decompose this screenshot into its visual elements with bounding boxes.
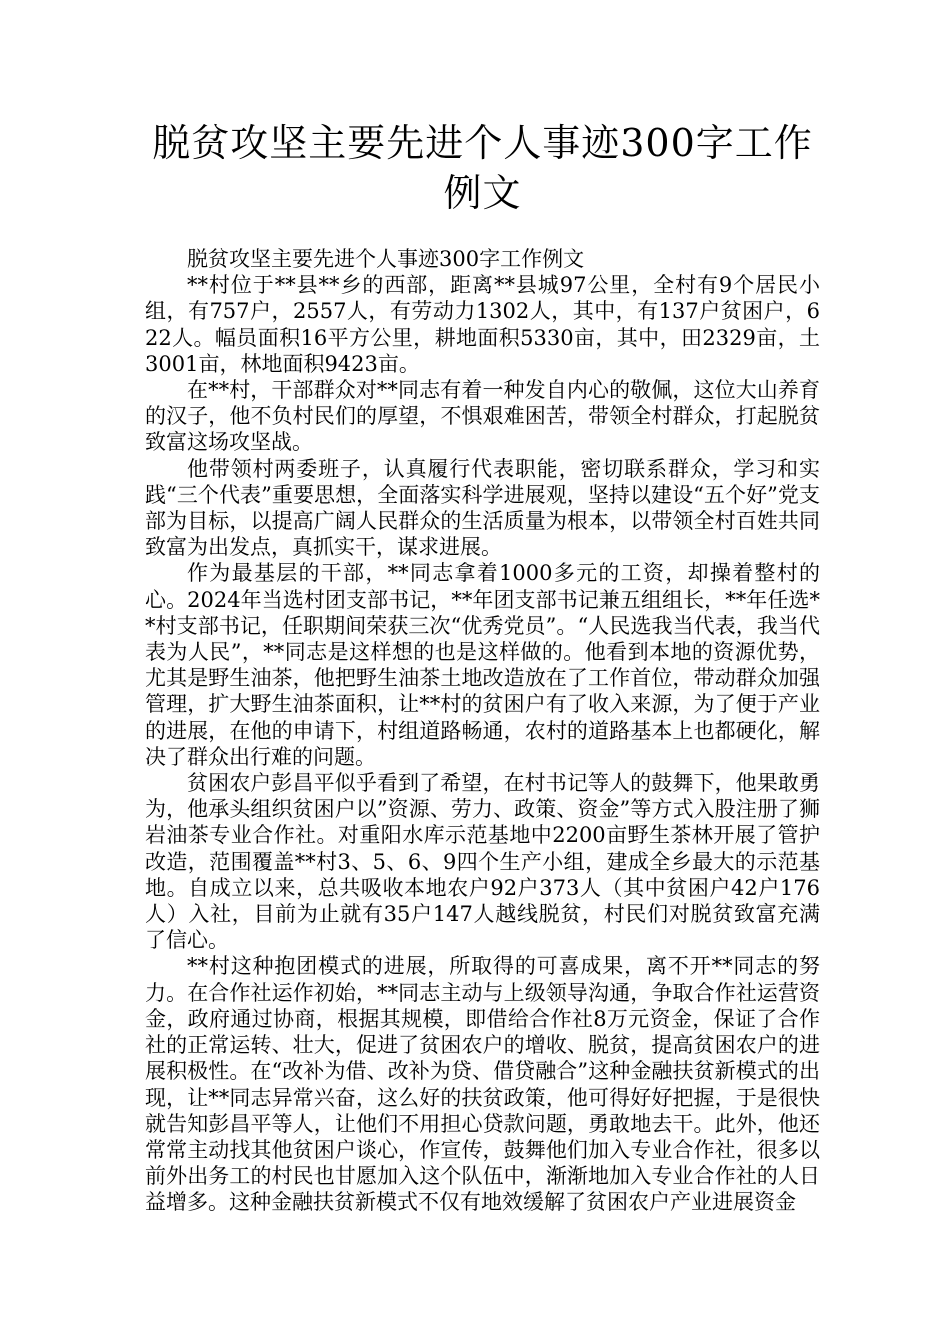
- paragraph-financial-model: **村这种抱团模式的进展，所取得的可喜成果，离不开**同志的努力。在合作社运作初始，**同志主动与上级领导沟通，争取合作社运营资金，政府通过协商，根据其规模，即借给合作社8万元资金，保证了合作社的正常运转、壮大，促进了贫困农户的增收、脱贫，提高贫困农户的进展积极性。在“改补为借、改补为贷、借贷融合”这种金融扶贫新模式的出现，让**同志异常兴奋，这么好的扶贫政策，他可得好好把握，于是很快就告知彭昌平等人，让他们不用担心贷款问题，勇敢地去干。此外，他还常常主动找其他贫困户谈心，作宣传，鼓舞他们加入专业合作社，很多以前外出务工的村民也甘愿加入这个队伍中，渐渐地加入专业合作社的人日益增多。这种金融扶贫新模式不仅有地效缓解了贫困农户产业进展资金: [145, 954, 820, 1215]
- document-page: [145, 118, 820, 1216]
- paragraph-leadership: 他带领村两委班子，认真履行代表职能，密切联系群众，学习和实践“三个代表”重要思想，全面落实科学进展观，坚持以建设“五个好”党支部为目标，以提高广阔人民群众的生活质量为根本，以带领全村百姓共同致富为出发点，真抓实干，谋求进展。: [145, 456, 820, 560]
- document-subtitle: 脱贫攻坚主要先进个人事迹300字工作例文: [187, 247, 585, 271]
- document-title: 脱贫攻坚主要先进个人事迹300字工作例文: [152, 121, 813, 215]
- paragraph-village-overview: **村位于**县**乡的西部，距离**县城97公里，全村有9个居民小组，有757户，2557人，有劳动力1302人，其中，有137户贫困户，622人。幅员面积16平方公里，耕地面积5330亩，其中，田2329亩，土3001亩，林地面积9423亩。: [145, 273, 820, 376]
- paragraph-grassroots-cadre: 作为最基层的干部，**同志拿着1000多元的工资，却操着整村的心。2024年当选村团支部书记，**年团支部书记兼五组组长，**年任选**村支部书记，任职期间荣获三次“优秀党员”。“人民选我当代表，我当代表为人民”，**同志是这样想的也是这样做的。他看到本地的资源优势，尤其是野生油茶，他把野生油茶土地改造放在了工作首位，带动群众加强管理，扩大野生油茶面积，让**村的贫困户有了收入来源，为了便于产业的进展，在他的申请下，村组道路畅通，农村的道路基本上也都硬化，解决了群众出行难的问题。: [145, 561, 820, 769]
- paragraph-respect: 在**村，干部群众对**同志有着一种发自内心的敬佩，这位大山养育的汉子，他不负村民们的厚望，不惧艰难困苦，带领全村群众，打起脱贫致富这场攻坚战。: [145, 378, 820, 455]
- paragraph-cooperative: 贫困农户彭昌平似乎看到了希望，在村书记等人的鼓舞下，他果敢勇为，他承头组织贫困户以”资源、劳力、政策、资金”等方式入股注册了狮岩油茶专业合作社。对重阳水库示范基地中2200亩野生茶林开展了管护改造，范围覆盖**村3、5、6、9四个生产小组，建成全乡最大的示范基地。自成立以来，总共吸收本地农户92户373人（其中贫困户42户176人）入社，目前为止就有35户147人越线脱贫，村民们对脱贫致富充满了信心。: [145, 771, 820, 953]
